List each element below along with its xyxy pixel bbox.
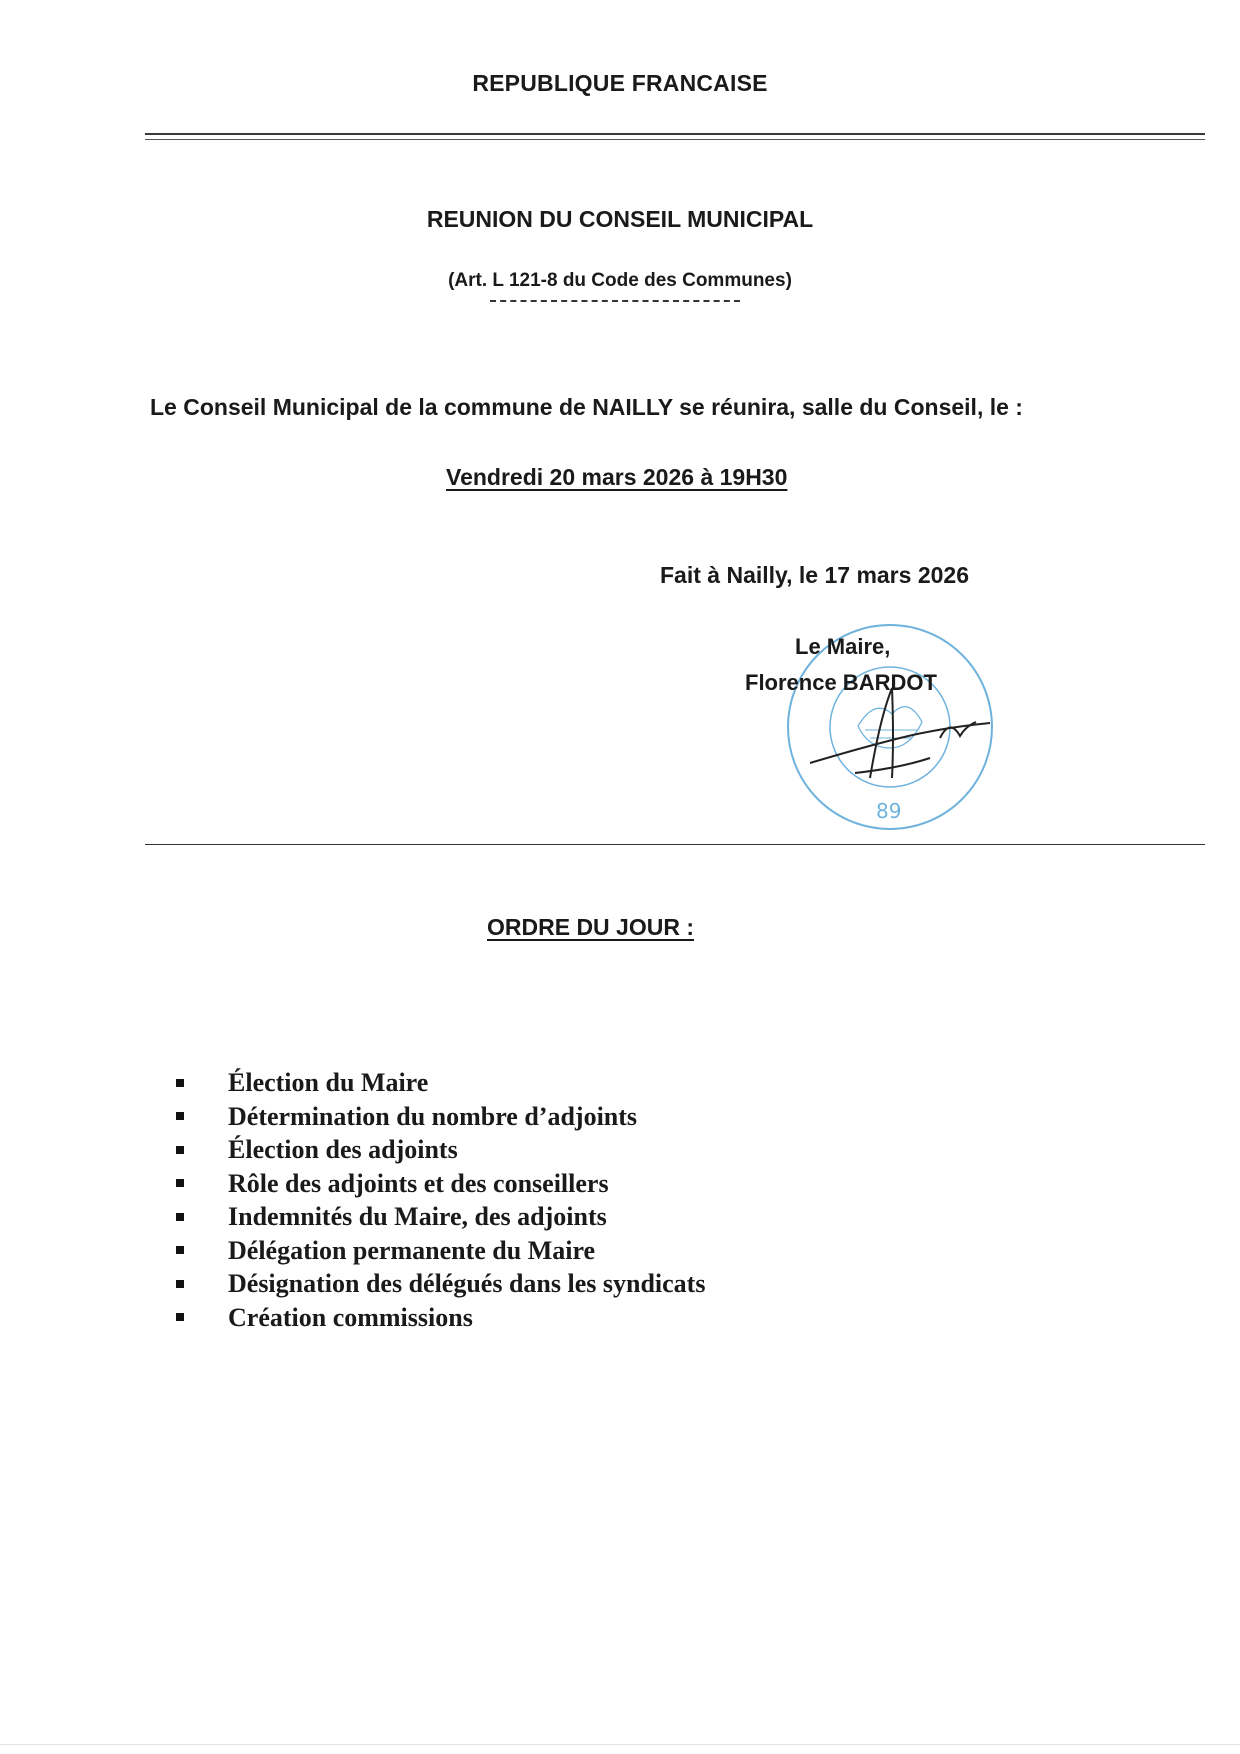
agenda-item-label: Délégation permanente du Maire: [228, 1235, 596, 1265]
square-bullet-icon: [176, 1146, 184, 1154]
list-item: [172, 1066, 705, 1100]
agenda-item-label: Rôle des adjoints et des conseillers: [228, 1168, 609, 1198]
list-item: [172, 1301, 705, 1335]
agenda-item-label: Indemnités du Maire, des adjoints: [228, 1202, 607, 1231]
signature-scribble: [810, 688, 990, 778]
square-bullet-icon: [176, 1313, 184, 1321]
square-bullet-icon: [176, 1246, 184, 1254]
list-item: [172, 1234, 705, 1268]
page-bottom-edge: [0, 1744, 1240, 1745]
stamp-emblem: [858, 707, 922, 748]
meeting-title: REUNION DU CONSEIL MUNICIPAL: [426, 206, 814, 232]
agenda-item-label: Désignation des délégués dans les syndicats: [228, 1269, 706, 1298]
list-item: [172, 1100, 705, 1134]
list-item: [172, 1267, 705, 1301]
square-bullet-icon: [176, 1280, 184, 1288]
meeting-intro: Le Conseil Municipal de la commune de NAILLY se réunira, salle du Conseil, le :: [150, 394, 1023, 420]
mayor-title: Le Maire,: [795, 634, 891, 659]
list-item: [172, 1167, 705, 1201]
square-bullet-icon: [176, 1213, 184, 1221]
square-bullet-icon: [176, 1112, 184, 1120]
agenda-list: [172, 1066, 705, 1334]
meeting-date-time: Vendredi 20 mars 2026 à 19H30: [446, 464, 788, 490]
agenda-item-label: Élection des adjoints: [228, 1135, 458, 1164]
legal-reference: (Art. L 121-8 du Code des Communes): [448, 270, 792, 291]
agenda-item-label: Détermination du nombre d’adjoints: [228, 1101, 638, 1131]
square-bullet-icon: [176, 1179, 184, 1187]
agenda-title: ORDRE DU JOUR :: [487, 914, 695, 940]
mayor-name: Florence BARDOT: [745, 670, 937, 695]
header-country: REPUBLIQUE FRANCAISE: [472, 70, 768, 96]
agenda-item-label: Création commissions: [228, 1302, 473, 1332]
agenda-item-label: Élection du Maire: [228, 1068, 429, 1097]
dashed-separator: [490, 300, 740, 302]
square-bullet-icon: [176, 1079, 184, 1087]
section-rule: [145, 844, 1205, 845]
list-item: [172, 1133, 705, 1167]
header-double-rule: [145, 133, 1205, 140]
list-item: [172, 1200, 705, 1234]
place-and-date: Fait à Nailly, le 17 mars 2026: [660, 562, 969, 588]
stamp-number: 89: [876, 799, 902, 823]
